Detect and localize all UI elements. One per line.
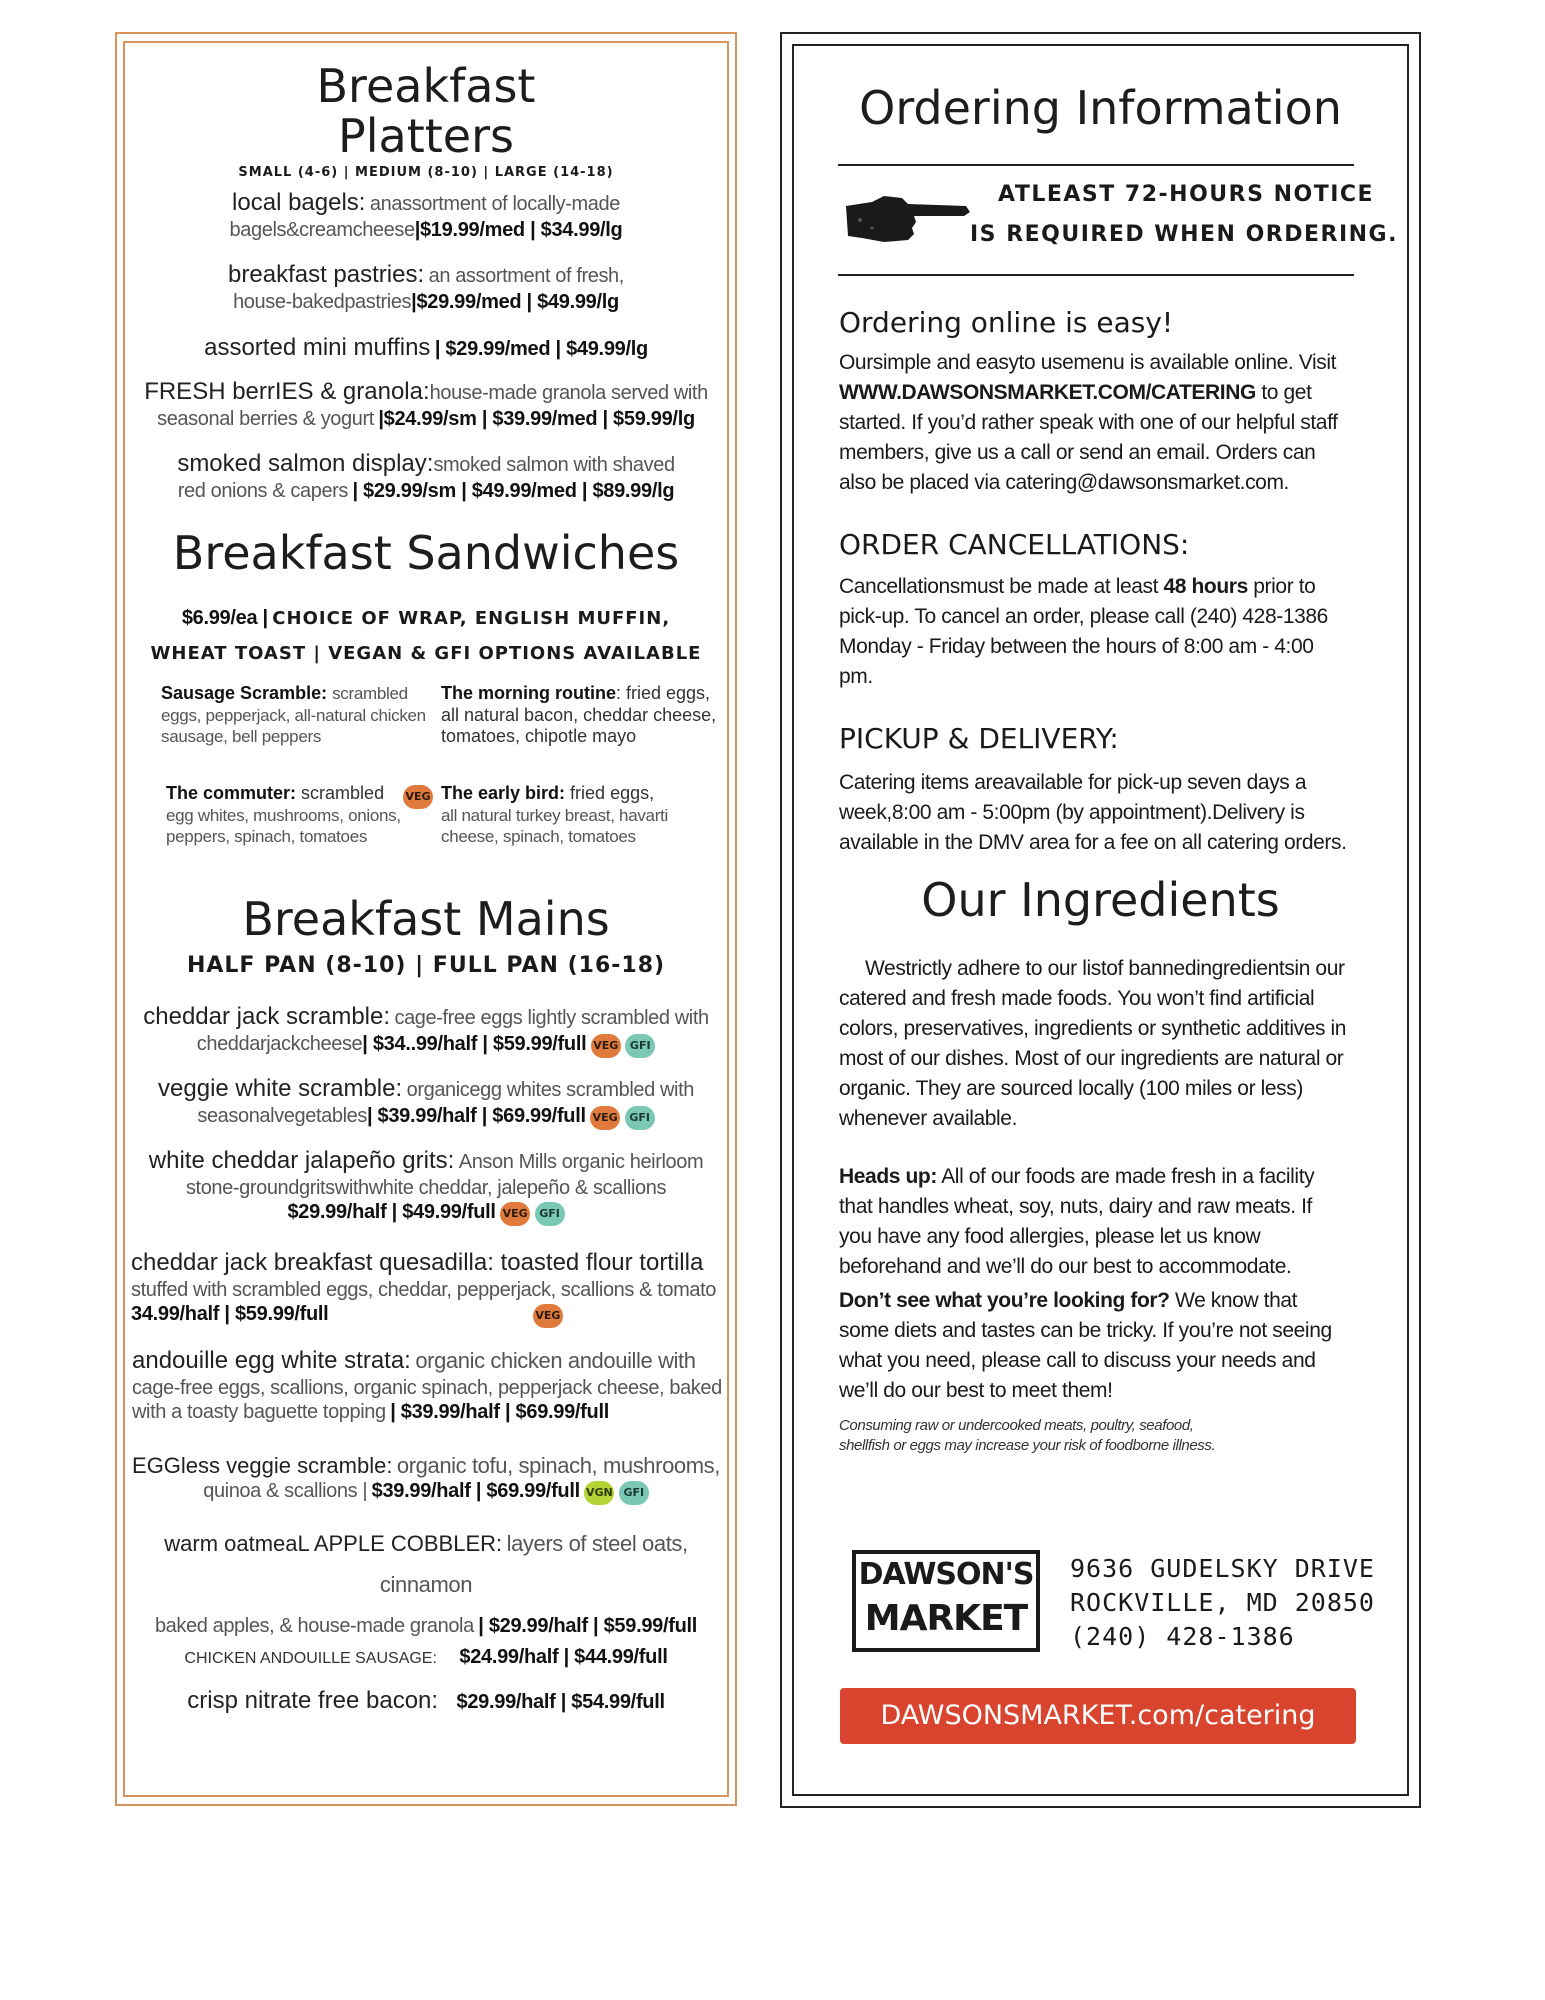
gfi-badge: GFI xyxy=(535,1202,565,1226)
online-text: Oursimple and easyto usemenu is available online. Visit WWW.DAWSONSMARKET.COM/CATERING to get started. If you’d rather speak with one of our helpful staff members, give us a call or send an email. Orders can also be placed via catering@dawsonsmarket.com. xyxy=(839,351,1338,494)
item-price: 34.99/half | $59.99/full xyxy=(131,1302,329,1325)
item-name: smoked salmon display: xyxy=(177,450,434,477)
item-desc: seasonalvegetables xyxy=(197,1104,367,1127)
item-desc: stone-groundgritswithwhite cheddar, jalepeño & scallions xyxy=(185,1176,667,1199)
vgn-badge: VGN xyxy=(584,1481,614,1505)
notice-line1: ATLEAST 72-HOURS NOTICE xyxy=(998,182,1375,207)
menu-panel xyxy=(123,41,729,1797)
pickup-heading: PICKUP & DELIVERY: xyxy=(839,722,1119,755)
pickup-text: Catering items areavailable for pick-up seven days a week,8:00 am - 5:00pm (by appointment).Delivery is available in the DMV area for a fee on all catering orders. xyxy=(839,771,1347,854)
item-desc: red onions & capers xyxy=(177,479,349,502)
item-desc: anassortment of locally-made xyxy=(369,193,620,215)
item-name: breakfast pastries: xyxy=(228,261,425,288)
item-desc: organic tofu, spinach, mushrooms, xyxy=(396,1453,720,1478)
item-price: |$29.99/med | $49.99/lg xyxy=(411,290,619,313)
item-desc: house-made granola served with xyxy=(429,382,708,404)
item-price: | $29.99/med | $49.99/lg xyxy=(434,338,648,360)
sandwich-name: The early bird: xyxy=(441,783,566,803)
sandwich-options-line1: CHOICE OF WRAP, ENGLISH MUFFIN, xyxy=(272,608,671,629)
veg-badge: VEG xyxy=(403,785,433,809)
ingredients-title: Our Ingredients xyxy=(921,873,1280,927)
item-name: EGGless veggie scramble: xyxy=(132,1453,393,1478)
gfi-badge: GFI xyxy=(625,1106,655,1130)
mains-sizes: HALF PAN (8-10) | FULL PAN (16-18) xyxy=(186,953,666,978)
catering-url[interactable]: WWW.DAWSONSMARKET.COM/CATERING xyxy=(839,381,1256,404)
item-desc: seasonal berries & yogurt xyxy=(157,407,374,430)
item-name: CHICKEN ANDOUILLE SAUSAGE: xyxy=(184,1650,437,1667)
platter-item xyxy=(123,189,729,242)
main-item xyxy=(123,1687,729,1716)
item-desc: baked apples, & house-made granola xyxy=(154,1615,474,1637)
main-item xyxy=(131,1249,731,1328)
sandwich-price: $6.99/ea | xyxy=(181,607,268,629)
sandwich-options-line2: WHEAT TOAST | VEGAN & GFI OPTIONS AVAILABLE xyxy=(150,643,702,664)
main-item: veggie white scramble: organicegg whites scrambled with seasonalvegetables| $39.99/half | $69.99/full VEG GFI xyxy=(123,1075,729,1130)
item-desc: cheddarjackcheese xyxy=(196,1032,363,1055)
phone-number: (240) 428-1386 xyxy=(1070,1622,1295,1651)
item-name: crisp nitrate free bacon: xyxy=(187,1687,439,1714)
item-price: $29.99/half | $54.99/full xyxy=(456,1691,665,1713)
sandwich-desc: egg whites, mushrooms, onions, peppers, spinach, tomatoes xyxy=(166,805,401,847)
item-desc: organicegg whites scrambled with xyxy=(406,1079,694,1101)
main-item xyxy=(123,1645,729,1669)
item-name: cheddar jack breakfast quesadilla: toasted flour tortilla xyxy=(131,1249,704,1276)
item-desc: organic chicken andouille with xyxy=(415,1348,696,1373)
veg-badge: VEG xyxy=(500,1202,530,1226)
item-desc: house-bakedpastries xyxy=(233,290,412,313)
sandwich-desc: fried eggs, xyxy=(570,783,655,803)
item-name: local bagels: xyxy=(232,189,366,216)
sandwich-name: The morning routine xyxy=(441,683,616,703)
item-price: | $29.99/sm | $49.99/med | $89.99/lg xyxy=(352,479,675,502)
address-block xyxy=(1070,1552,1375,1654)
item-name: warm oatmeaL APPLE COBBLER: xyxy=(164,1531,503,1556)
online-heading: Ordering online is easy! xyxy=(839,306,1174,339)
platters-sizes: SMALL (4-6) | MEDIUM (8-10) | LARGE (14-18) xyxy=(238,165,614,180)
address-line2: ROCKVILLE, MD 20850 xyxy=(1070,1588,1375,1617)
item-name: white cheddar jalapeño grits: xyxy=(148,1147,455,1174)
dawsons-market-logo: DAWSON'S MARKET xyxy=(852,1550,1040,1652)
sandwich-early-bird xyxy=(441,783,711,848)
notice-line2: IS REQUIRED WHEN ORDERING. xyxy=(970,222,1398,247)
sandwich-name: Sausage Scramble: xyxy=(161,683,328,703)
veg-badge: VEG xyxy=(533,1304,563,1328)
platters-title-line2: Platters xyxy=(338,109,514,163)
item-price: $24.99/half | $44.99/full xyxy=(459,1646,668,1668)
item-desc: an assortment of fresh, xyxy=(428,265,624,287)
item-price: |$19.99/med | $34.99/lg xyxy=(414,218,623,241)
gfi-badge: GFI xyxy=(625,1034,655,1058)
item-name: FRESH berrIES & granola: xyxy=(144,378,430,405)
dontsee-text: Don’t see what you’re looking for? We know that some diets and tastes can be tricky. If you’re not seeing what you need, please call to discuss your needs and we’ll do our best to meet them! xyxy=(839,1289,1332,1402)
item-price: | $39.99/half | $69.99/full xyxy=(390,1400,609,1423)
veg-badge: VEG xyxy=(590,1106,620,1130)
sandwich-desc: scrambled eggs, pepperjack, all-natural chicken sausage, bell peppers xyxy=(161,684,426,747)
item-name: veggie white scramble: xyxy=(158,1075,403,1102)
main-item xyxy=(123,1147,729,1226)
item-desc: quinoa & scallions | xyxy=(203,1480,368,1503)
platter-item xyxy=(123,450,729,503)
item-desc: layers of steel oats, cinnamon xyxy=(379,1531,688,1597)
item-desc: smoked salmon with shaved xyxy=(433,454,675,476)
ingredients-text: Westrictly adhere to our listof bannedingredientsin our catered and fresh made foods. You won’t find artificial colors, preservatives, ingredients or synthetic additives in most of our dishes. Most of our ingredients are natural or organic. They are sourced locally (100 miles or less) whenever available. xyxy=(839,957,1347,1130)
sandwich-sausage-scramble xyxy=(161,683,431,748)
platters-title-line1: Breakfast xyxy=(316,59,536,113)
item-desc: cage-free eggs lightly scrambled with xyxy=(394,1007,709,1029)
item-price: $39.99/half | $69.99/full xyxy=(377,1104,586,1127)
item-name: cheddar jack scramble: xyxy=(143,1003,391,1030)
item-price: |$24.99/sm | $39.99/med | $59.99/lg xyxy=(378,407,695,430)
gfi-badge: GFI xyxy=(619,1481,649,1505)
item-name: assorted mini muffins xyxy=(204,334,431,361)
main-item xyxy=(132,1347,732,1424)
catering-url-banner[interactable]: DAWSONSMARKET.com/catering xyxy=(840,1688,1356,1744)
sandwich-desc: all natural turkey breast, havarti cheese, spinach, tomatoes xyxy=(441,805,668,847)
ordering-title: Ordering Information xyxy=(859,81,1342,135)
divider xyxy=(838,274,1354,276)
main-item: cheddar jack scramble: cage-free eggs lightly scrambled with cheddarjackcheese| $34..99/half | $59.99/full VEG GFI xyxy=(123,1003,729,1058)
item-desc: bagels&creamcheese xyxy=(229,218,415,241)
veg-badge: VEG xyxy=(591,1034,621,1058)
address-line1: 9636 GUDELSKY DRIVE xyxy=(1070,1554,1375,1583)
platter-item xyxy=(123,334,729,363)
foodborne-warning: Consuming raw or undercooked meats, poultry, seafood, shellfish or eggs may increase your risk of foodborne illness. xyxy=(839,1417,1216,1454)
sandwich-commuter xyxy=(166,783,416,848)
item-desc: Anson Mills organic heirloom xyxy=(458,1151,704,1173)
item-price: $34..99/half | $59.99/full xyxy=(372,1032,587,1055)
item-price: $29.99/half | $49.99/full xyxy=(287,1200,496,1223)
item-name: andouille egg white strata: xyxy=(132,1347,411,1374)
sandwich-name: The commuter: xyxy=(166,783,297,803)
item-price: | $29.99/half | $59.99/full xyxy=(478,1615,698,1637)
mains-title: Breakfast Mains xyxy=(242,892,610,946)
platter-item xyxy=(123,261,729,314)
sandwich-morning-routine xyxy=(441,683,721,748)
ordering-panel xyxy=(792,44,1409,1796)
cancel-text: Cancellationsmust be made at least 48 hours prior to pick-up. To cancel an order, please call (240) 428-1386 Monday - Friday between the hours of 8:00 am - 4:00 pm. xyxy=(839,575,1328,688)
headsup-text: Heads up: All of our foods are made fresh in a facility that handles wheat, soy, nuts, dairy and raw meats. If you have any food allergies, please let us know beforehand and we’ll do our best to accommodate. xyxy=(839,1165,1315,1278)
divider xyxy=(838,164,1354,166)
platter-item xyxy=(123,378,729,431)
sandwich-desc: scrambled xyxy=(301,783,385,803)
sandwich-desc: : fried eggs, all natural bacon, cheddar cheese, tomatoes, chipotle mayo xyxy=(441,683,717,747)
pointing-hand-icon xyxy=(842,192,974,248)
cancel-heading: ORDER CANCELLATIONS: xyxy=(839,528,1190,561)
sandwiches-title: Breakfast Sandwiches xyxy=(172,526,680,580)
main-item xyxy=(123,1525,729,1647)
item-desc: stuffed with scrambled eggs, cheddar, pepperjack, scallions & tomato xyxy=(131,1278,716,1301)
item-desc: cage-free eggs, scallions, organic spinach, pepperjack cheese, baked xyxy=(132,1376,722,1399)
item-desc: with a toasty baguette topping xyxy=(132,1400,386,1423)
item-price: $39.99/half | $69.99/full xyxy=(371,1480,580,1503)
main-item xyxy=(123,1453,729,1505)
